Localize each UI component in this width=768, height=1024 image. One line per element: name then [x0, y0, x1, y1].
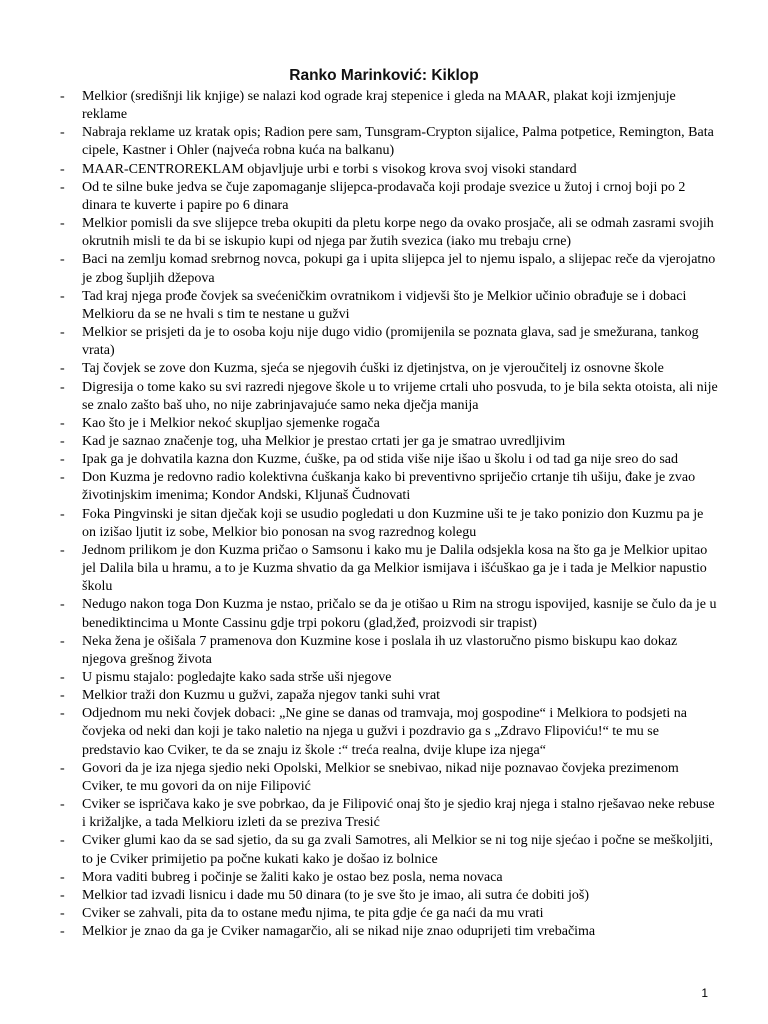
list-item-text: Melkior pomisli da sve slijepce treba okupiti da pletu korpe nego da ovako prosjače, ali se odmah zasrami svojih okrutnih misli te da bi se iskupio kupi od njega par žutih svezica (iako mu trebaju crne)	[82, 216, 714, 250]
list-item	[60, 869, 720, 887]
list-item-text: Odjednom mu neki čovjek dobaci: „Ne gine se danas od tramvaja, moj gospodine“ i Melkiora to podsjeti na čovjeka od neki dan koji je tako naletio na njega u gužvi i pozdravio ga s „Zdravo Flipoviću!“ te mu se predstavio kao Cviker, te da se znaju iz škole :“ treća realna, dvije klupe iza njega“	[82, 706, 687, 758]
list-item-text: MAAR-CENTROREKLAM objavljuje urbi e torbi s visokog krova svoj visoki standard	[82, 161, 577, 177]
bullet-marker: -	[60, 542, 65, 558]
list-item-text: Digresija o tome kako su svi razredi njegove škole u to vrijeme crtali uho posvuda, to je bila sekta otoista, ali nije se znalo zašto baš uho, no nije zabrinjavajuće samo neka dječja manija	[82, 379, 718, 413]
bullet-marker: -	[60, 216, 65, 232]
bullet-marker: -	[60, 688, 65, 704]
page-number: 1	[701, 986, 708, 1000]
bullet-marker: -	[60, 179, 65, 195]
bullet-marker: -	[60, 415, 65, 431]
list-item	[60, 379, 720, 415]
list-item	[60, 251, 720, 287]
bullet-marker: -	[60, 470, 65, 486]
list-item	[60, 161, 720, 179]
list-item-text: Neka žena je ošišala 7 pramenova don Kuzmine kose i poslala ih uz vlastoručno pismo biskupu kao dokaz njegova grešnog života	[82, 633, 678, 667]
list-item	[60, 705, 720, 759]
bullet-marker: -	[60, 887, 65, 903]
list-item	[60, 905, 720, 923]
bullet-marker: -	[60, 506, 65, 522]
bullet-marker: -	[60, 924, 65, 940]
list-item	[60, 923, 720, 941]
list-item	[60, 433, 720, 451]
bullet-marker: -	[60, 869, 65, 885]
list-item-text: Melkior traži don Kuzmu u gužvi, zapaža njegov tanki suhi vrat	[82, 688, 441, 704]
bullet-marker: -	[60, 288, 65, 304]
list-item	[60, 506, 720, 542]
list-item-text: Foka Pingvinski je sitan dječak koji se usudio pogledati u don Kuzmine uši te je tako ponizio don Kuzmu pa je on izišao ljutit iz sobe, Melkior bio ponosan na svog razrednog kolegu	[82, 506, 704, 540]
bullet-marker: -	[60, 670, 65, 685]
bullet-marker: -	[60, 906, 65, 922]
list-item	[60, 288, 720, 324]
bullet-marker: -	[60, 125, 65, 141]
bullet-list	[60, 88, 720, 941]
list-item	[60, 832, 720, 868]
list-item	[60, 215, 720, 251]
list-item	[60, 760, 720, 796]
bullet-marker: -	[60, 597, 65, 613]
list-item-text: Don Kuzma je redovno radio kolektivna ćuškanja kako bi preventivno spriječio crtanje tih ušiju, đake je zvao životinjskim imenima; Kondor Andski, Kljunaš Čudnovati	[82, 470, 696, 504]
list-item-text: Jednom prilikom je don Kuzma pričao o Samsonu i kako mu je Dalila odsjekla kosa na što ga je Melkior upitao jel Dalila bila u hramu, a to je Kuzma shvatio da ga Melkior ismijava i išćuškao ga je i tada je Melkior napustio školu	[82, 542, 708, 595]
list-item-text: Mora vaditi bubreg i počinje se žaliti kako je ostao bez posla, nema novaca	[82, 869, 503, 885]
list-item-text: Ipak ga je dohvatila kazna don Kuzme, ćuške, pa od stida više nije išao u školu i od tad ga nije sreo do sad	[82, 452, 679, 468]
bullet-marker: -	[60, 833, 65, 849]
list-item-text: Melkior (središnji lik knjige) se nalazi kod ograde kraj stepenice i gleda na MAAR, plakat koji izmjenjuje reklame	[82, 89, 676, 123]
list-item	[60, 451, 720, 469]
bullet-marker: -	[60, 325, 65, 341]
bullet-marker: -	[60, 433, 65, 449]
list-item-text: Nedugo nakon toga Don Kuzma je nstao, pričalo se da je otišao u Rim na strogu ispovijed, kasnije se čulo da je u benediktincima u Monte Cassinu gdje trpi pokoru (glad,žeđ, proizvodi sir trapist)	[82, 597, 717, 631]
list-item-text: Baci na zemlju komad srebrnog novca, pokupi ga i upita slijepca jel to njemu ispalo, a slijepac reče da vjerojatno je zbog šupljih džepova	[82, 252, 716, 286]
list-item-text: Od te silne buke jedva se čuje zapomaganje slijepca-prodavača koji prodaje svezice u žutoj i crnoj boji po 2 dinara te kuverte i papire po 6 dinara	[82, 179, 686, 213]
list-item-text: Taj čovjek se zove don Kuzma, sjeća se njegovih ćuški iz djetinjstva, on je vjeroučitelj iz osnovne škole	[82, 361, 664, 377]
list-item	[60, 796, 720, 832]
list-item-text: Kad je saznao značenje tog, uha Melkior je prestao crtati jer ga je smatrao uvredljivim	[82, 433, 566, 449]
list-item	[60, 469, 720, 505]
bullet-marker: -	[60, 89, 65, 104]
list-item-text: Kao što je i Melkior nekoć skupljao sjemenke rogača	[82, 415, 380, 431]
bullet-marker: -	[60, 379, 65, 395]
list-item-text: Govori da je iza njega sjedio neki Opolski, Melkior se snebivao, nikad nije poznavao čovjeka prezimenom Cviker, te mu govori da on nije Filipović	[82, 760, 679, 794]
bullet-marker: -	[60, 797, 65, 813]
bullet-marker: -	[60, 633, 65, 649]
list-item-text: Cviker se zahvali, pita da to ostane među njima, te pita gdje će ga naći da mu vrati	[82, 906, 544, 922]
list-item	[60, 415, 720, 433]
bullet-marker: -	[60, 760, 65, 776]
bullet-marker: -	[60, 161, 65, 177]
list-item-text: Melkior se prisjeti da je to osoba koju nije dugo vidio (promijenila se poznata glava, sad je smežurana, tankog vrata)	[82, 325, 699, 359]
list-item	[60, 324, 720, 360]
list-item	[60, 887, 720, 905]
list-item	[60, 669, 720, 687]
list-item-text: Tad kraj njega prođe čovjek sa svećeničkim ovratnikom i vidjevši što je Melkior učinio obrađuje se i dobaci Melkioru da se ne hvali s tim te nestane u gužvi	[82, 288, 687, 322]
bullet-marker: -	[60, 706, 65, 722]
bullet-marker: -	[60, 361, 65, 377]
list-item	[60, 633, 720, 669]
list-item-text: Melkior je znao da ga je Cviker namagarčio, ali se nikad nije znao oduprijeti tim vrebačima	[82, 924, 596, 940]
list-item	[60, 687, 720, 705]
list-item	[60, 360, 720, 378]
list-item	[60, 179, 720, 215]
list-item-text: Nabraja reklame uz kratak opis; Radion pere sam, Tunsgram-Crypton sijalice, Palma potpetice, Remington, Bata cipele, Kastner i Ohler (najveća robna kuća na balkanu)	[82, 125, 714, 159]
bullet-marker: -	[60, 452, 65, 468]
list-item	[60, 124, 720, 160]
list-item	[60, 88, 720, 124]
list-item	[60, 596, 720, 632]
bullet-marker: -	[60, 252, 65, 268]
list-item-text: Cviker glumi kao da se sad sjetio, da su ga zvali Samotres, ali Melkior se ni tog nije sjećao i počne se meškoljiti, to je Cviker primijetio pa počne kukati kako je došao iz bolnice	[82, 833, 714, 867]
list-item-text: Melkior tad izvadi lisnicu i dade mu 50 dinara (to je sve što je imao, ali sutra će dobiti još)	[82, 887, 589, 903]
list-item	[60, 542, 720, 596]
list-item-text: U pismu stajalo: pogledajte kako sada strše uši njegove	[82, 670, 392, 685]
document-title: Ranko Marinković: Kiklop	[289, 67, 479, 84]
list-item-text: Cviker se ispričava kako je sve pobrkao, da je Filipović onaj što je sjedio kraj njega i stalno rješavao neke rebuse i križaljke, a tada Melkioru izleti da se preziva Tresić	[82, 797, 715, 831]
